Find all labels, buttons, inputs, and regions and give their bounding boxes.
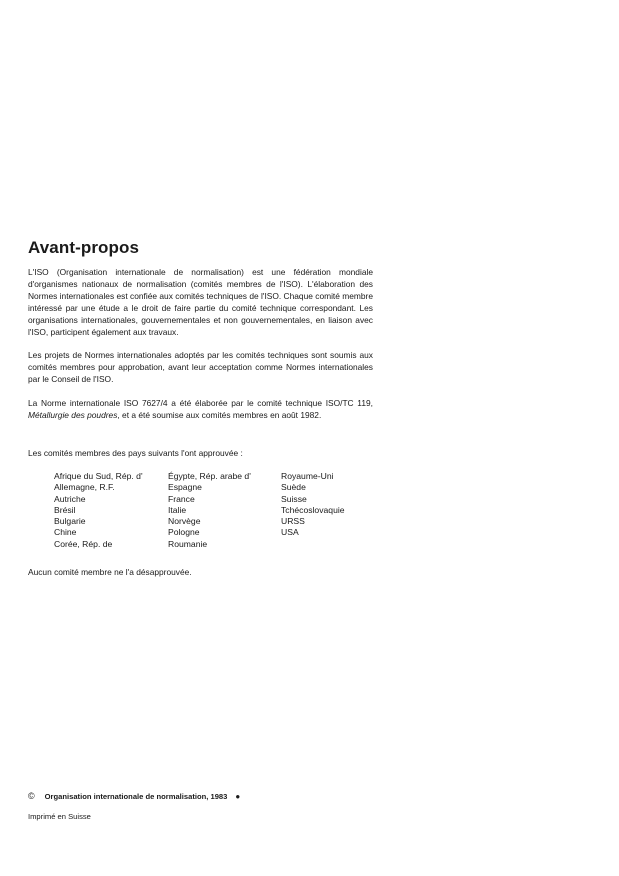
country-item: Bulgarie: [54, 516, 86, 527]
paragraph-approval-process: Les projets de Normes internationales adoptés par les comités techniques sont soumis aux comités membres pour approbation, avant leur acceptation comme Normes internationales par le Conseil de l'ISO.: [28, 350, 373, 385]
country-item: Brésil: [54, 504, 76, 515]
country-item: Italie: [168, 504, 187, 515]
country-item: Royaume-Uni: [281, 471, 334, 481]
country-item: Autriche: [54, 493, 86, 504]
country-item: Roumanie: [168, 538, 208, 549]
country-item: URSS: [281, 516, 305, 527]
country-column-3: [281, 471, 391, 550]
country-item: Suède: [281, 482, 306, 493]
standard-origin-text-start: La Norme internationale ISO 7627/4 a été élaborée par le comité technique ISO/TC 119,: [28, 398, 373, 408]
bullet-icon: ●: [235, 791, 241, 801]
copyright-text: Organisation internationale de normalisation, 1983: [44, 791, 228, 801]
country-list: [54, 471, 391, 550]
paragraph-standard-origin: [28, 397, 373, 421]
country-item: USA: [281, 527, 299, 538]
country-item: Corée, Rép. de: [54, 538, 113, 549]
country-column-2: [168, 471, 281, 550]
country-item: Chine: [54, 527, 77, 538]
page-title: Avant-propos: [28, 238, 140, 257]
copyright-icon: ©: [28, 791, 35, 801]
standard-origin-text-end: , et a été soumise aux comités membres en août 1982.: [117, 410, 322, 421]
country-item: Suisse: [281, 493, 307, 504]
country-item: Pologne: [168, 527, 200, 538]
copyright-line: [28, 791, 240, 801]
country-item: France: [168, 493, 195, 504]
country-item: Afrique du Sud, Rép. d': [54, 471, 143, 481]
paragraph-approving-members: Les comités membres des pays suivants l'ont approuvée :: [28, 448, 243, 458]
country-column-1: [54, 471, 168, 550]
committee-title: Métallurgie des poudres: [28, 410, 118, 421]
country-item: Norvège: [168, 516, 201, 527]
country-item: Tchécoslovaquie: [281, 504, 345, 515]
paragraph-iso-intro: L'ISO (Organisation internationale de normalisation) est une fédération mondiale d'organismes nationaux de normalisation (comités membres de l'ISO). L'élaboration des Normes internationales est confiée aux comités techniques de l'ISO. Chaque comité membre intéressé par une étude a le droit de faire partie du comité technique correspondant. Les organisations internationales, gouvernementales et non gouvernementales, en liaison avec l'ISO, participent également aux travaux.: [28, 267, 373, 338]
country-item: Allemagne, R.F.: [54, 482, 115, 493]
country-item: Égypte, Rép. arabe d': [168, 471, 251, 481]
paragraph-disapproval: Aucun comité membre ne l'a désapprouvée.: [28, 567, 192, 577]
printed-in: Imprimé en Suisse: [28, 812, 91, 821]
country-item: Espagne: [168, 482, 202, 493]
